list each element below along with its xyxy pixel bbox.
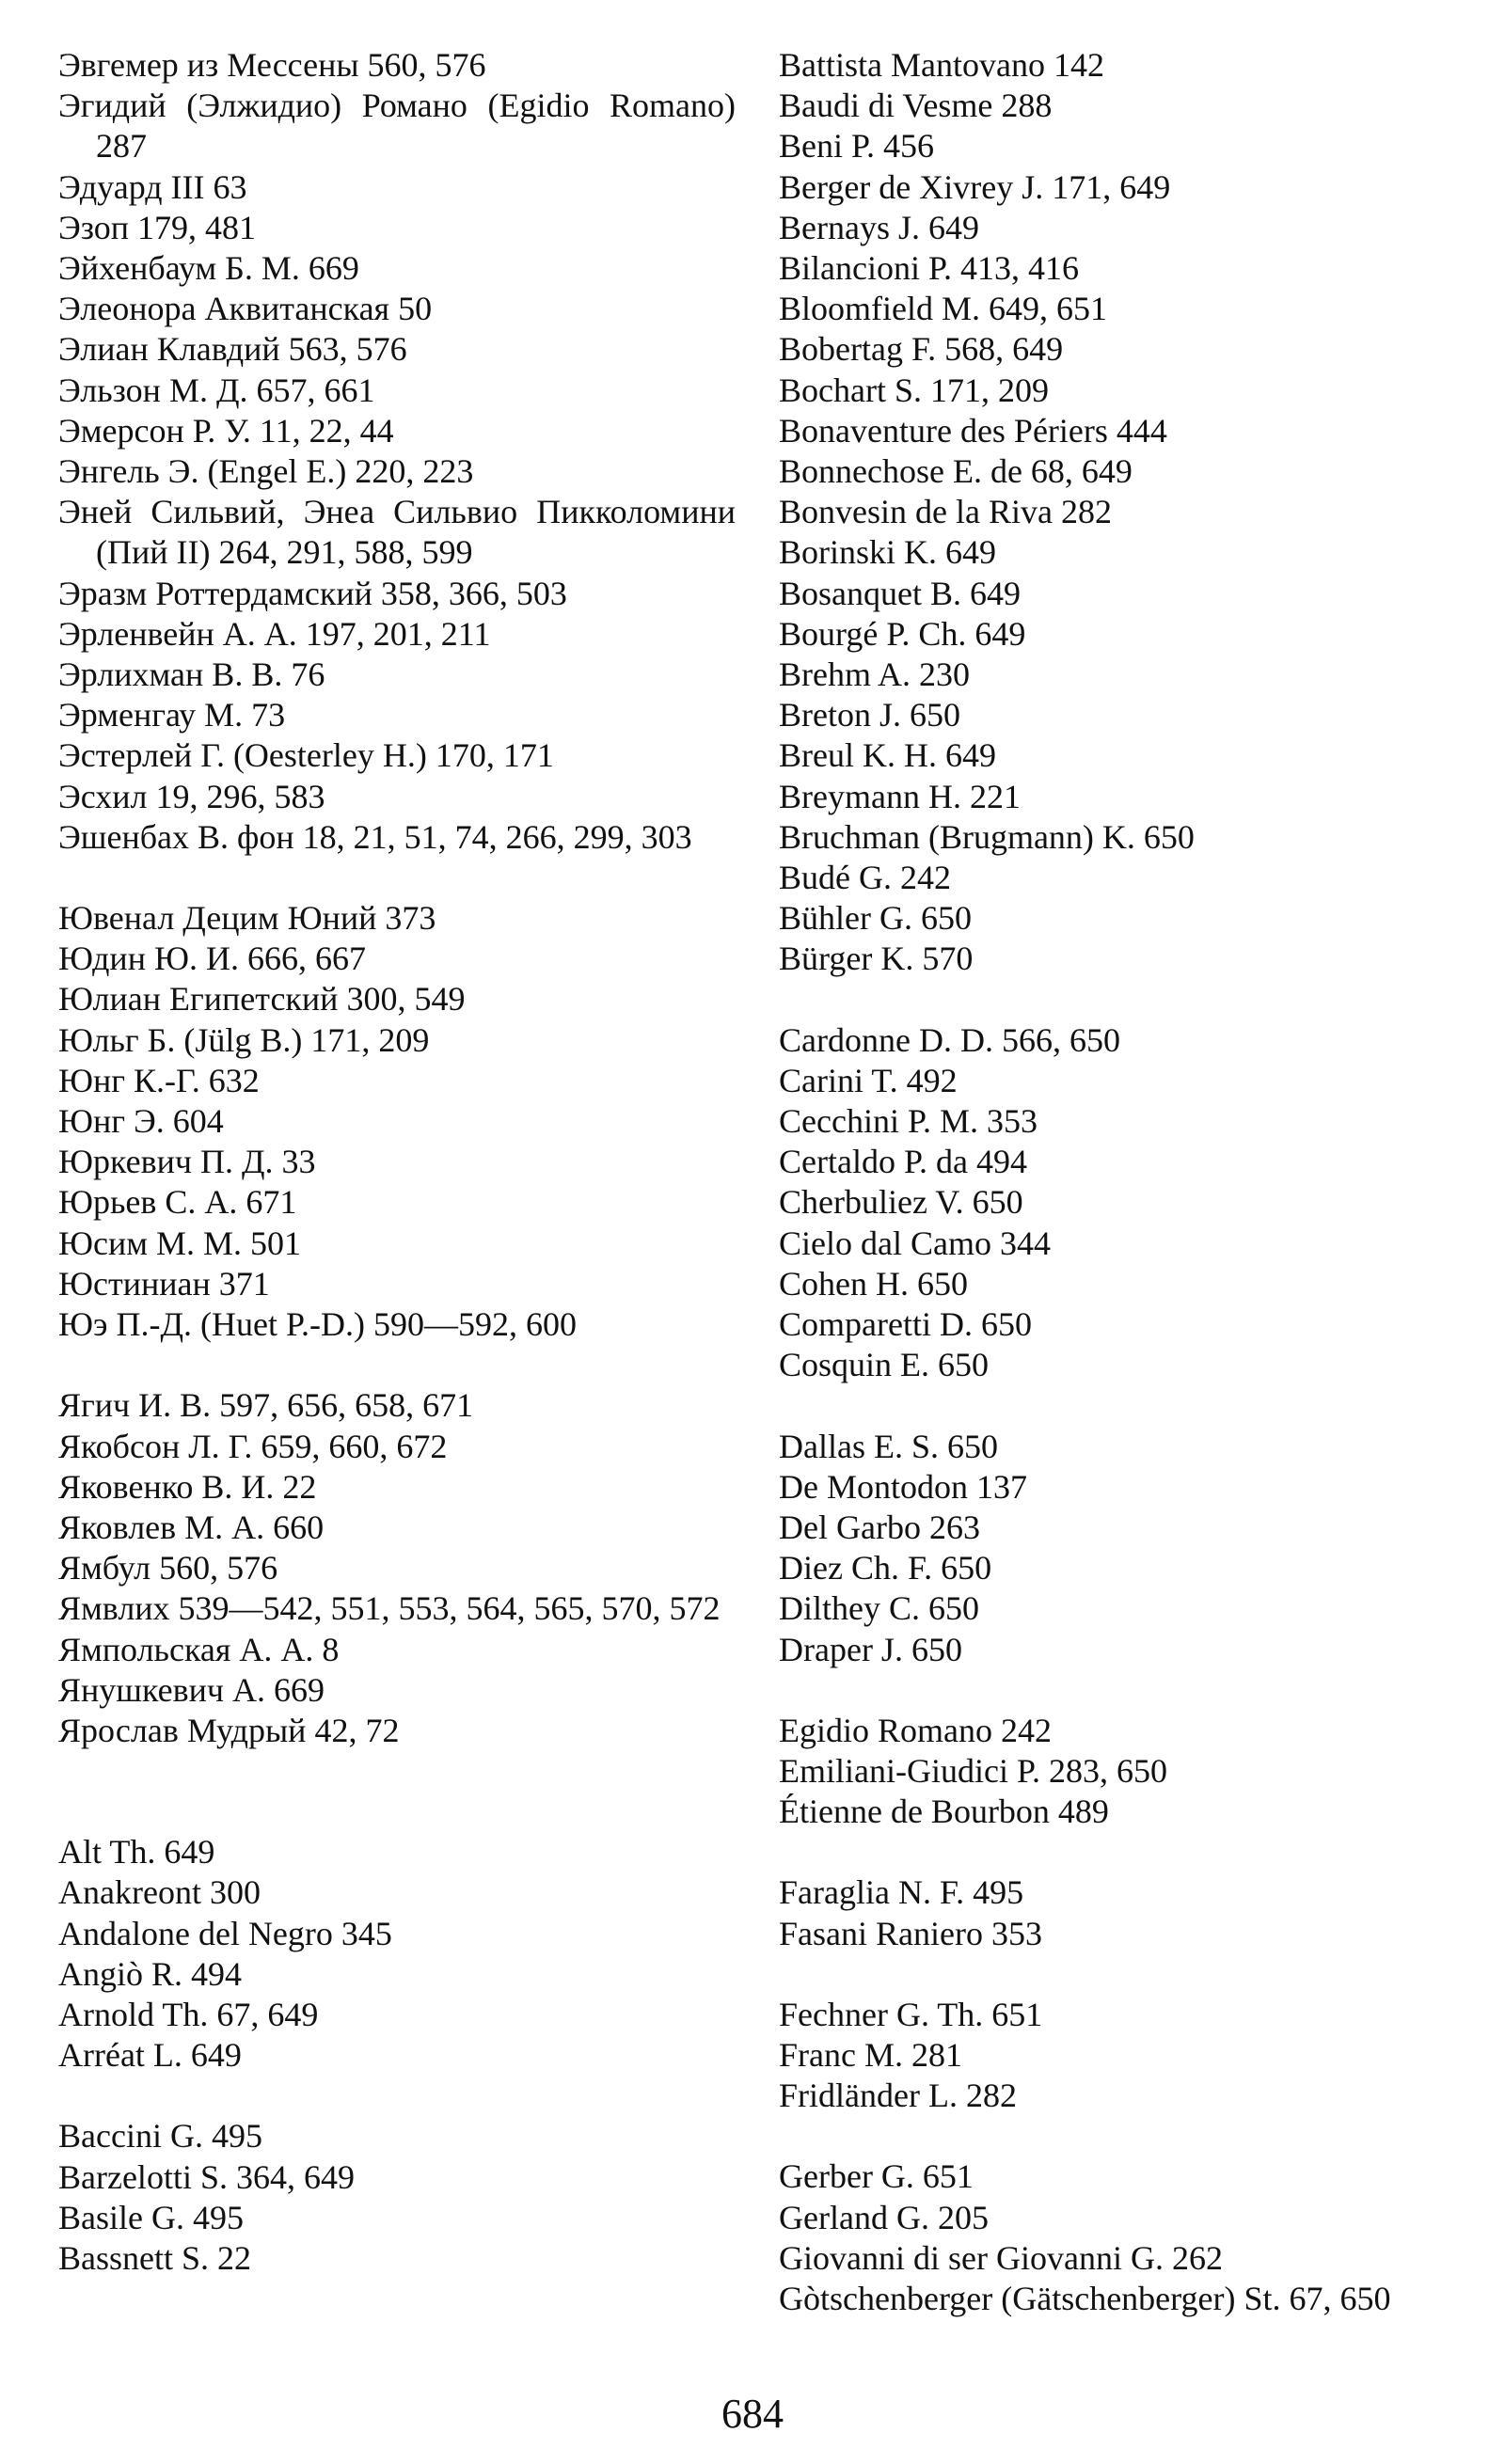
index-entry: Arnold Th. 67, 649 <box>58 1995 319 2033</box>
index-entry: Gerland G. 205 <box>779 2198 989 2236</box>
index-entry: Эдуард III 63 <box>58 167 247 206</box>
index-entry: Эсхил 19, 296, 583 <box>58 777 325 815</box>
index-entry: Эльзон М. Д. 657, 661 <box>58 371 375 409</box>
index-entry: Bassnett S. 22 <box>58 2238 252 2277</box>
index-entry: Emiliani-Giudici P. 283, 650 <box>779 1751 1167 1790</box>
index-entry: Эразм Роттердамский 358, 366, 503 <box>58 574 567 612</box>
index-entry: Bochart S. 171, 209 <box>779 371 1049 409</box>
index-letter-group <box>779 1995 1465 2117</box>
index-entry: Юрьев С. А. 671 <box>58 1183 297 1222</box>
index-entry: Юльг Б. (Jülg B.) 171, 209 <box>58 1020 430 1059</box>
index-entry: Эрлихман В. В. 76 <box>58 655 325 694</box>
index-entry: Bourgé P. Ch. 649 <box>779 614 1026 653</box>
index-entry: Egidio Romano 242 <box>779 1711 1052 1749</box>
index-entry: Эвгемер из Мессены 560, 576 <box>58 46 486 84</box>
index-entry: Angiò R. 494 <box>58 1954 243 1993</box>
index-entry: Юсим М. М. 501 <box>58 1224 302 1262</box>
index-entry: Anakreont 300 <box>58 1873 261 1912</box>
index-entry: Étienne de Bourbon 489 <box>779 1793 1109 1831</box>
page-number: 684 <box>721 2391 784 2437</box>
index-entry: Эней Сильвий, Энеа Сильвио Пикколомини (Пий II) 264, 291, 588, 599 <box>58 493 736 572</box>
index-letter-group <box>58 1832 736 2076</box>
index-entry: Cielo dal Camo 344 <box>779 1224 1051 1262</box>
index-letter-group <box>779 45 1465 980</box>
index-entry: Gerber G. 651 <box>779 2157 974 2196</box>
index-entry: Эйхенбаум Б. М. 669 <box>58 249 359 288</box>
index-letter-group <box>58 1385 736 1751</box>
index-entry: Эгидий (Элжидио) Романо (Egidio Romano) 287 <box>58 87 736 166</box>
index-entry: Bosanquet B. 649 <box>779 574 1021 612</box>
index-entry: Draper J. 650 <box>779 1630 962 1668</box>
index-entry: Bühler G. 650 <box>779 899 972 938</box>
index-entry: Юнг К.-Г. 632 <box>58 1061 260 1099</box>
index-entry: Certaldo P. da 494 <box>779 1143 1027 1181</box>
index-entry: Cherbuliez V. 650 <box>779 1183 1023 1222</box>
index-entry: Faraglia N. F. 495 <box>779 1873 1024 1912</box>
index-entry: Berger de Xivrey J. 171, 649 <box>779 167 1171 206</box>
index-entry: Dilthey C. 650 <box>779 1589 979 1628</box>
index-entry: Giovanni di ser Giovanni G. 262 <box>779 2238 1223 2277</box>
index-entry: Ямбул 560, 576 <box>58 1549 278 1587</box>
index-entry: Barzelotti S. 364, 649 <box>58 2157 355 2196</box>
index-entry: Baudi di Vesme 288 <box>779 87 1053 125</box>
index-entry: Brehm A. 230 <box>779 655 970 694</box>
index-entry: Alt Th. 649 <box>58 1833 215 1872</box>
index-entry: Comparetti D. 650 <box>779 1305 1032 1344</box>
index-column-right <box>779 45 1465 2319</box>
index-letter-group <box>58 2116 736 2279</box>
index-entry: Fechner G. Th. 651 <box>779 1995 1043 2033</box>
index-entry: Fasani Raniero 353 <box>779 1914 1042 1952</box>
index-entry: Bürger K. 570 <box>779 940 974 978</box>
index-entry: Dallas E. S. 650 <box>779 1427 998 1465</box>
index-entry: Юнг Э. 604 <box>58 1102 224 1141</box>
index-entry: Cecchini P. M. 353 <box>779 1102 1038 1141</box>
index-entry: Яковлев М. А. 660 <box>58 1508 325 1546</box>
index-entry: Эзоп 179, 481 <box>58 208 257 246</box>
index-entry: Bonaventure des Périers 444 <box>779 411 1167 450</box>
index-entry: Bonvesin de la Riva 282 <box>779 493 1112 531</box>
index-entry: Borinski K. 649 <box>779 533 997 572</box>
index-entry: Battista Mantovano 142 <box>779 46 1104 84</box>
index-column-left <box>58 45 736 2279</box>
index-entry: Эшенбах В. фон 18, 21, 51, 74, 266, 299, 303 <box>58 817 692 856</box>
index-entry: Arréat L. 649 <box>58 2036 242 2075</box>
index-entry: Ямпольская А. А. 8 <box>58 1630 340 1668</box>
index-entry: Bilancioni P. 413, 416 <box>779 249 1080 288</box>
index-entry: Bonnechose E. de 68, 649 <box>779 452 1133 491</box>
index-entry: Del Garbo 263 <box>779 1508 980 1546</box>
index-entry: Breton J. 650 <box>779 696 960 734</box>
index-letter-group <box>779 2156 1465 2319</box>
index-letter-group <box>779 1020 1465 1386</box>
index-entry: Beni P. 456 <box>779 127 935 166</box>
index-entry: Breul K. H. 649 <box>779 736 996 775</box>
index-letter-group <box>779 1872 1465 1953</box>
index-entry: Яковенко В. И. 22 <box>58 1467 317 1506</box>
index-entry: Bruchman (Brugmann) K. 650 <box>779 817 1195 856</box>
index-entry: Ярослав Мудрый 42, 72 <box>58 1711 400 1749</box>
index-entry: Ювенал Децим Юний 373 <box>58 899 436 938</box>
index-letter-group <box>58 898 736 1345</box>
index-entry: Юдин Ю. И. 666, 667 <box>58 940 366 978</box>
index-entry: Эстерлей Г. (Oesterley H.) 170, 171 <box>58 736 554 775</box>
index-letter-group <box>779 1427 1465 1670</box>
index-entry: Элеонора Аквитанская 50 <box>58 290 433 328</box>
index-letter-group <box>779 1711 1465 1833</box>
index-entry: Diez Ch. F. 650 <box>779 1549 992 1587</box>
index-entry: Юэ П.-Д. (Huet P.-D.) 590—592, 600 <box>58 1305 577 1344</box>
index-entry: Baccini G. 495 <box>58 2117 262 2156</box>
index-entry: Cosquin E. 650 <box>779 1346 990 1384</box>
index-entry: Cohen H. 650 <box>779 1264 968 1303</box>
index-entry: Энгель Э. (Engel E.) 220, 223 <box>58 452 474 491</box>
index-entry: Bloomfield M. 649, 651 <box>779 290 1107 328</box>
index-letter-group <box>58 45 736 858</box>
index-entry: Gòtschenberger (Gätschenberger) St. 67, 650 <box>779 2279 1391 2317</box>
index-entry: Carini T. 492 <box>779 1061 958 1099</box>
index-entry: Ягич И. В. 597, 656, 658, 671 <box>58 1386 474 1425</box>
index-entry: Bobertag F. 568, 649 <box>779 330 1064 369</box>
index-entry: Якобсон Л. Г. 659, 660, 672 <box>58 1427 448 1465</box>
index-entry: Юлиан Египетский 300, 549 <box>58 980 466 1019</box>
index-entry: Эрменгау М. 73 <box>58 696 286 734</box>
index-entry: De Montodon 137 <box>779 1467 1027 1506</box>
index-entry: Breymann H. 221 <box>779 777 1021 815</box>
index-entry: Юркевич П. Д. 33 <box>58 1143 316 1181</box>
index-entry: Bernays J. 649 <box>779 208 979 246</box>
index-entry: Элиан Клавдий 563, 576 <box>58 330 407 369</box>
index-entry: Basile G. 495 <box>58 2198 244 2236</box>
index-entry: Эмерсон Р. У. 11, 22, 44 <box>58 411 394 450</box>
index-entry: Янушкевич А. 669 <box>58 1670 325 1709</box>
index-entry: Ямвлих 539—542, 551, 553, 564, 565, 570, 572 <box>58 1589 721 1628</box>
index-entry: Cardonne D. D. 566, 650 <box>779 1020 1120 1059</box>
index-entry: Andalone del Negro 345 <box>58 1914 392 1952</box>
index-entry: Budé G. 242 <box>779 859 951 897</box>
index-entry: Franc M. 281 <box>779 2035 962 2074</box>
index-entry: Fridländer L. 282 <box>779 2077 1017 2115</box>
index-entry: Эрленвейн А. А. 197, 201, 211 <box>58 614 491 653</box>
index-entry: Юстиниан 371 <box>58 1264 270 1303</box>
